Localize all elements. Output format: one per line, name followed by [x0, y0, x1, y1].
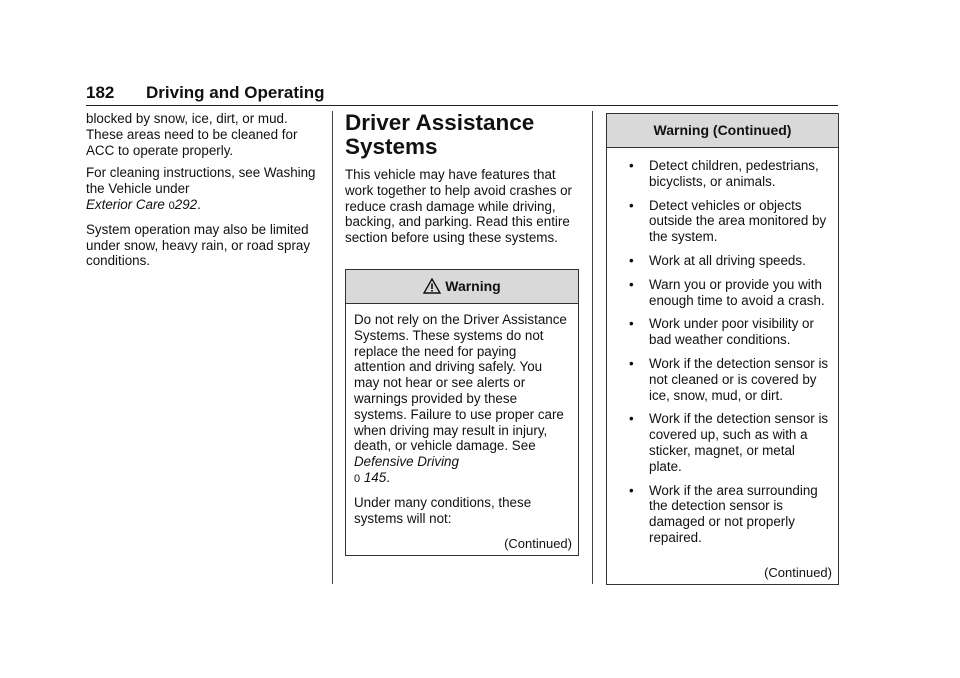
warning-body — [346, 304, 578, 526]
continued-label: (Continued) — [764, 565, 832, 580]
list-item — [615, 356, 830, 403]
period: . — [386, 469, 390, 485]
bullet-icon: • — [629, 482, 634, 498]
page-ref-arrow-icon: 0 — [354, 472, 361, 485]
cleaning-prefix: For cleaning instructions, see — [86, 165, 261, 181]
paragraph-blocked: blocked by snow, ice, dirt, or mud. These areas need to be cleaned for ACC to operate properly. — [86, 111, 298, 158]
warning-box — [345, 269, 579, 556]
page-number: 182 — [86, 83, 115, 102]
warning-continued-body — [607, 148, 838, 546]
list-item-text: Work if the detection sensor is not cleaned or is covered by ice, snow, mud, or dirt. — [649, 355, 829, 403]
list-item — [615, 158, 830, 190]
cleaning-mid: under — [155, 181, 190, 197]
list-item-text: Detect children, pedestrians, bicyclists, or animals. — [649, 158, 819, 189]
period: . — [197, 196, 201, 212]
list-item — [615, 198, 830, 245]
list-item-text: Warn you or provide you with enough time to avoid a crash. — [649, 276, 825, 308]
column-divider-1 — [332, 111, 333, 584]
warning-bullet-list — [615, 158, 830, 546]
warning-continued-box — [606, 113, 839, 585]
bullet-icon: • — [629, 197, 634, 213]
list-item-text: Detect vehicles or objects outside the area monitored by the system. — [649, 197, 827, 245]
column-divider-2 — [592, 111, 593, 584]
washing-link[interactable]: Washing the Vehicle — [86, 165, 316, 197]
list-item — [615, 253, 830, 269]
warning-triangle-icon — [423, 273, 441, 306]
column-middle — [345, 111, 581, 253]
paragraph-intro: This vehicle may have features that work together to help avoid crashes or reduce crash damage while driving, backing, and parking. Read this entire section before using these systems. — [345, 167, 573, 246]
warning-title: Warning — [445, 278, 501, 294]
warning-text: Do not rely on the Driver Assistance Systems. These systems do not replace the need for paying attention and driving safely. You may not hear or see alerts or warnings provided by these systems. Failure to use proper care when driving may result in injury, death, or vehicle damage. See — [354, 312, 567, 454]
list-item — [615, 277, 830, 309]
bullet-icon: • — [629, 158, 634, 173]
bullet-icon: • — [629, 252, 634, 268]
page-ref-arrow-icon: 0 — [168, 199, 175, 212]
list-item-text: Work at all driving speeds. — [649, 252, 806, 268]
page-ref-292[interactable]: 292 — [174, 196, 198, 212]
paragraph-cleaning — [86, 165, 322, 214]
warning-paragraph-1 — [354, 312, 570, 488]
bullet-icon: • — [629, 316, 634, 332]
heading-line-2: Systems — [345, 134, 438, 159]
bullet-icon: • — [629, 355, 634, 371]
heading-driver-assistance — [345, 111, 581, 159]
page-ref-145[interactable]: 145 — [363, 469, 387, 485]
heading-line-1: Driver Assistance — [345, 110, 535, 135]
list-item-text: Work under poor visibility or bad weather conditions. — [649, 316, 814, 348]
warning-header — [346, 270, 578, 304]
warning-paragraph-2: Under many conditions, these systems will not: — [354, 494, 532, 526]
list-item — [615, 411, 830, 474]
continued-label: (Continued) — [504, 536, 572, 551]
page-header — [86, 83, 838, 106]
warning-continued-header: Warning (Continued) — [607, 114, 838, 148]
list-item — [615, 316, 830, 348]
list-item-text: Work if the detection sensor is covered up, such as with a sticker, magnet, or metal plate. — [649, 411, 829, 474]
defensive-driving-ref[interactable]: Defensive Driving — [354, 454, 459, 470]
list-item — [615, 483, 830, 546]
bullet-icon: • — [629, 411, 634, 427]
bullet-icon: • — [629, 276, 634, 292]
list-item-text: Work if the area surrounding the detection sensor is damaged or not properly repaired. — [649, 482, 818, 545]
column-left — [86, 111, 322, 276]
paragraph-limited: System operation may also be limited under snow, heavy rain, or road spray conditions. — [86, 221, 311, 269]
exterior-care-ref[interactable]: Exterior Care — [86, 196, 165, 212]
section-title: Driving and Operating — [146, 83, 325, 102]
